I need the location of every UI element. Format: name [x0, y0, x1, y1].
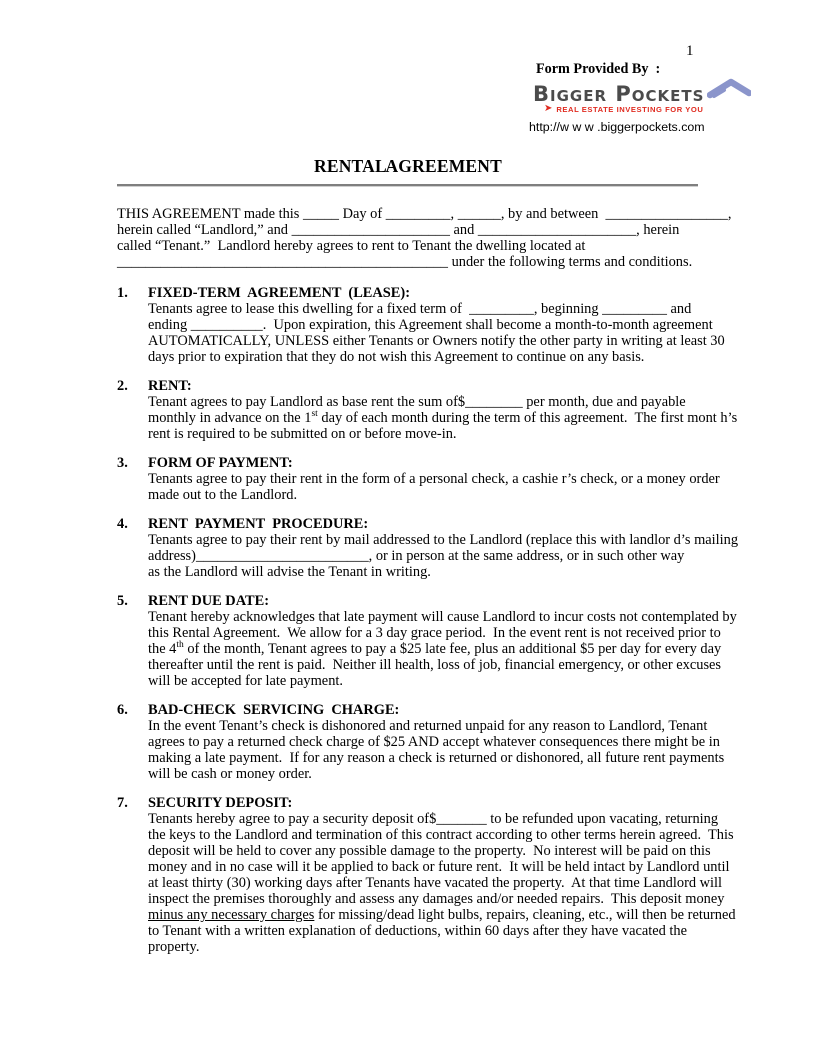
text-line: making a late payment. If for any reason a check is returned or dishonored, all future rent payments [148, 750, 725, 766]
section-heading: FIXED-TERM AGREEMENT (LEASE): [148, 285, 410, 301]
section-number: 3. [117, 455, 128, 471]
text-line: ______________________________________________ under the following terms and conditions. [117, 254, 693, 270]
section-body [148, 609, 737, 689]
text-line: Tenants hereby agree to pay a security deposit of$_______ to be refunded upon vacating, returning [148, 811, 719, 827]
text-line: will be cash or money order. [148, 766, 312, 782]
section-heading: RENT PAYMENT PROCEDURE: [148, 516, 369, 532]
text-line: ending __________. Upon expiration, this Agreement shall become a month-to-month agreement [148, 317, 713, 333]
page-number: 1 [686, 43, 694, 59]
intro-paragraph [117, 206, 732, 270]
section-number: 5. [117, 593, 128, 609]
text-line: at least thirty (30) working days after Tenants have vacated the property. At that time Landlord will [148, 875, 723, 891]
text-line: AUTOMATICALLY, UNLESS either Tenants or Owners notify the other party in writing at least 30 [148, 333, 725, 349]
title-rule [117, 184, 698, 187]
text-line: Tenant hereby acknowledges that late payment will cause Landlord to incur costs not contemplated by [148, 609, 737, 625]
text-line: rent is required to be submitted on or before move-in. [148, 426, 457, 442]
section-form-of-payment [117, 455, 720, 503]
text-line: made out to the Landlord. [148, 487, 298, 503]
text-line: THIS AGREEMENT made this _____ Day of _________, ______, by and between _________________, [117, 206, 732, 222]
text-line: Tenant agrees to pay Landlord as base rent the sum of$________ per month, due and payable [148, 394, 686, 410]
section-security-deposit [117, 795, 736, 955]
text-line: minus any necessary charges for missing/dead light bulbs, repairs, cleaning, etc., will then be returned [148, 907, 736, 923]
section-fixed-term-agreement [117, 285, 725, 365]
text-line: In the event Tenant’s check is dishonored and returned unpaid for any reason to Landlord, Tenant [148, 718, 708, 734]
text-line: herein called “Landlord,” and ______________________ and ______________________, herein [117, 222, 680, 238]
section-number: 6. [117, 702, 128, 718]
text-line: deposit will be held to cover any possible damage to the property. No interest will be paid on this [148, 843, 711, 859]
logo-tagline-row [544, 104, 703, 114]
section-number: 2. [117, 378, 128, 394]
text-line: as the Landlord will advise the Tenant in writing. [148, 564, 431, 580]
section-heading: BAD-CHECK SERVICING CHARGE: [148, 702, 400, 718]
section-body [148, 811, 736, 955]
section-rent-payment-procedure [117, 516, 739, 580]
section-body [148, 394, 738, 442]
house-roof-icon [707, 78, 751, 105]
text-line: days prior to expiration that they do not wish this Agreement to continue on any basis. [148, 349, 645, 365]
text-line: this Rental Agreement. We allow for a 3 day grace period. In the event rent is not received prior to [148, 625, 721, 641]
section-body [148, 301, 725, 365]
section-body [148, 471, 720, 503]
sections-list [117, 285, 739, 955]
section-body [148, 532, 739, 580]
text-line: inspect the premises thoroughly and assess any damages and/or needed repairs. This deposit money [148, 891, 725, 907]
section-number: 7. [117, 795, 128, 811]
text-line: will be accepted for late payment. [148, 673, 343, 689]
section-body [148, 718, 725, 782]
section-bad-check-servicing-charge [117, 702, 725, 782]
text-line: address)________________________, or in person at the same address, or in such other way [148, 548, 685, 564]
text-line: thereafter until the rent is paid. Neither ill health, loss of job, financial emergency, or other excuses [148, 657, 722, 673]
text-line: the 4th of the month, Tenant agrees to pay a $25 late fee, plus an additional $5 per day for every day [148, 640, 722, 657]
text-line: Tenants agree to lease this dwelling for a fixed term of _________, beginning _________ and [148, 301, 692, 317]
section-heading: RENT DUE DATE: [148, 593, 270, 609]
text-line: Tenants agree to pay their rent by mail addressed to the Landlord (replace this with landlor d’s mailing [148, 532, 739, 548]
logo-tagline: REAL ESTATE INVESTING FOR YOU [556, 104, 704, 114]
section-number: 4. [117, 516, 128, 532]
document-body [117, 206, 739, 968]
text-line: agrees to pay a returned check charge of $25 AND accept whatever consequences there might be in [148, 734, 720, 750]
red-arrow-icon: ➤ [544, 103, 553, 114]
text-line: Tenants agree to pay their rent in the form of a personal check, a cashie r’s check, or a money order [148, 471, 720, 487]
biggerpockets-url: http://w w w .biggerpockets.com [529, 120, 705, 134]
text-line: the keys to the Landlord and termination of this contract according to other terms herein agreed. This [148, 827, 734, 843]
text-line: to Tenant with a written explanation of deductions, within 60 days after they have vacated the [148, 923, 688, 939]
text-line: called “Tenant.” Landlord hereby agrees to rent to Tenant the dwelling located at [117, 238, 586, 254]
text-line: monthly in advance on the 1st day of each month during the term of this agreement. The first mont h’s [148, 409, 738, 426]
section-heading: RENT: [148, 378, 192, 394]
section-rent-due-date [117, 593, 737, 689]
text-line: property. [148, 939, 200, 955]
biggerpockets-logo [533, 82, 751, 105]
form-provided-by-label: Form Provided By : [536, 61, 661, 77]
section-number: 1. [117, 285, 128, 301]
document-title: RENTAL AGREEMENT [313, 156, 502, 176]
text-line: money and in no case will it be applied to back or future rent. It will be held intact by Landlord until [148, 859, 730, 875]
section-heading: SECURITY DEPOSIT: [148, 795, 293, 811]
section-heading: FORM OF PAYMENT: [148, 455, 293, 471]
section-rent [117, 378, 738, 442]
biggerpockets-logo-text: Bigger Pockets [533, 81, 705, 106]
